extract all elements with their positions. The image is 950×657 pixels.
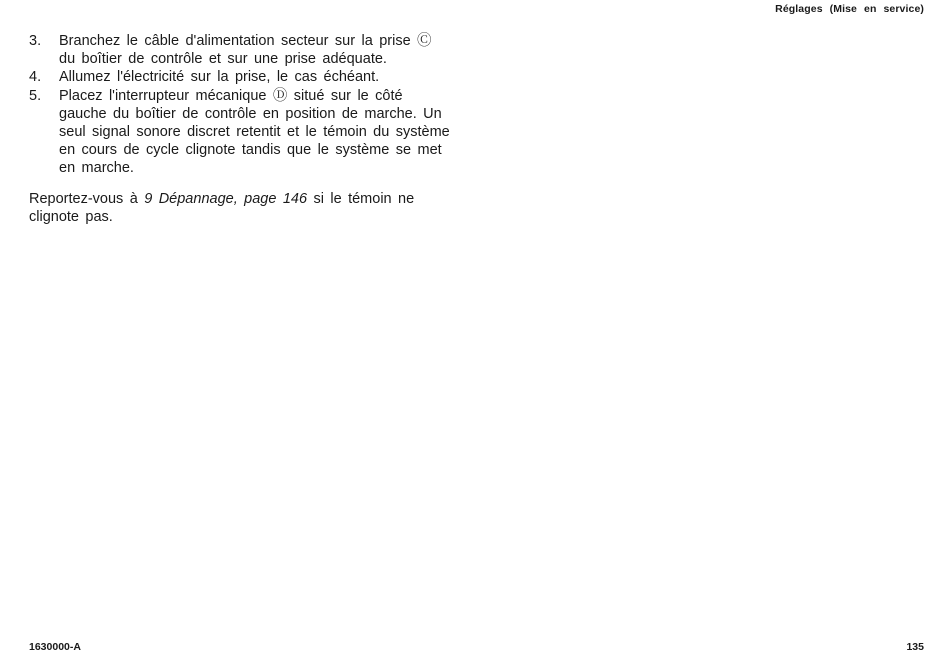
page-number: 135 (906, 641, 924, 653)
running-header: Réglages (Mise en service) (775, 3, 924, 15)
step-text: Placez l'interrupteur mécanique Ⓓ situé sur le côté gauche du boîtier de contrôle en position de marche. Un seul signal sonore discret retentit et le témoin du système en cours de cycle clignote tandis que le système se met en marche. (59, 87, 450, 177)
note-prefix: Reportez-vous à (29, 190, 145, 207)
troubleshooting-note (29, 190, 454, 226)
step-3 (29, 32, 454, 68)
step-text: Branchez le câble d'alimentation secteur sur la prise Ⓒ du boîtier de contrôle et sur une prise adéquate. (59, 33, 432, 68)
step-number: 3. (29, 33, 42, 49)
note-suffix: si le témoin ne clignote pas. (29, 190, 415, 225)
step-5 (29, 87, 454, 178)
document-code: 1630000-A (29, 641, 81, 653)
instruction-steps (29, 32, 454, 178)
troubleshooting-reference-link[interactable]: 9 Dépannage, page 146 (144, 190, 308, 207)
step-number: 4. (29, 69, 42, 86)
step-number: 5. (29, 87, 42, 104)
step-4 (29, 68, 454, 86)
page-content (29, 32, 454, 226)
step-text: Allumez l'électricité sur la prise, le cas échéant. (59, 69, 380, 86)
